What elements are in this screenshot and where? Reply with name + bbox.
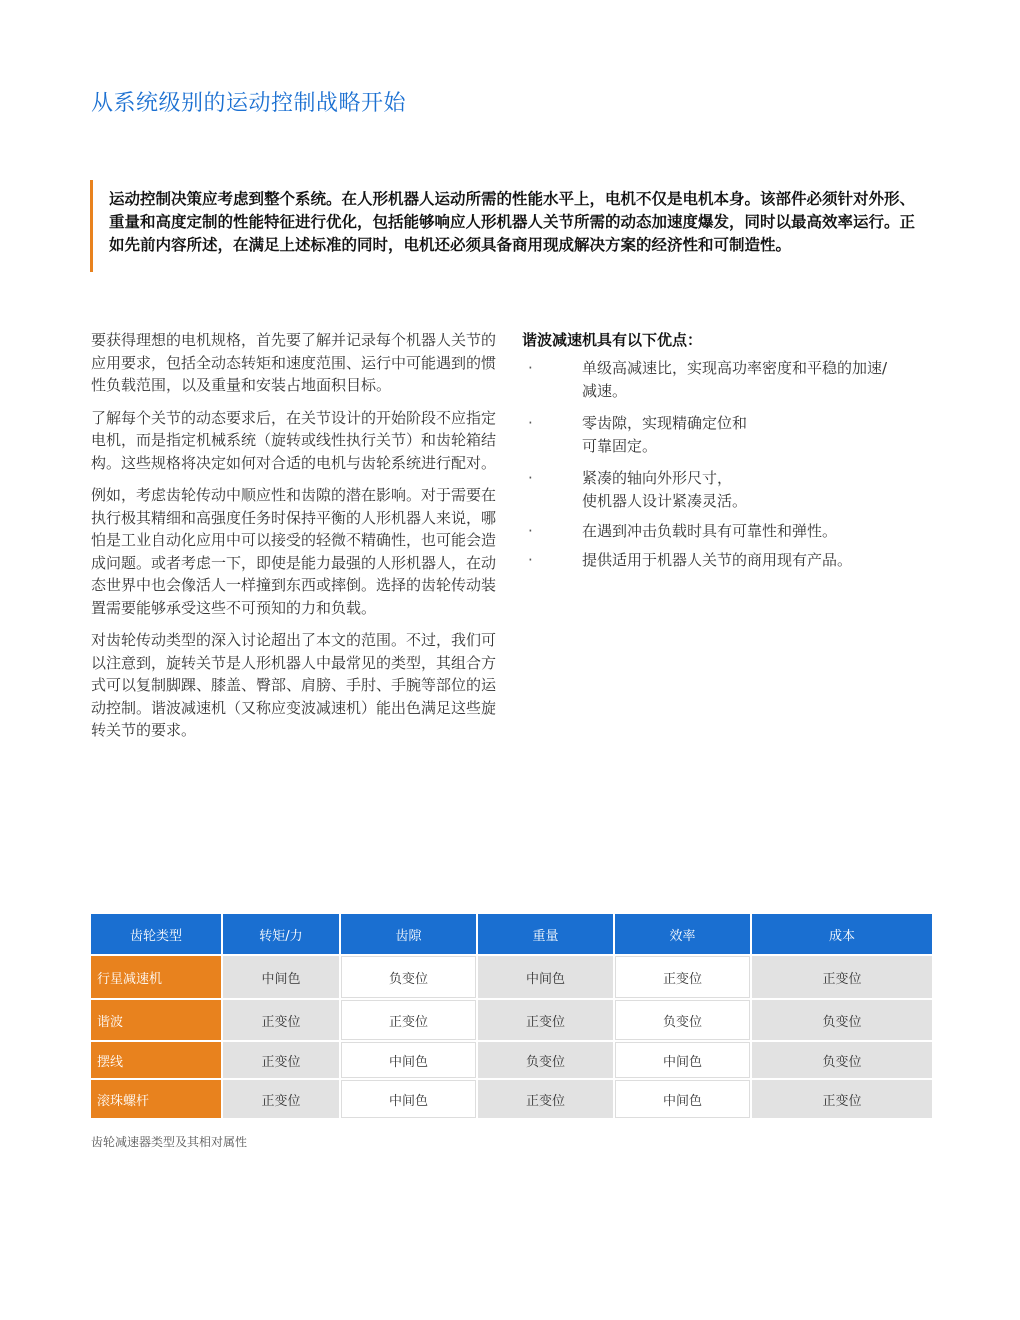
- table-cell: 负变位: [752, 1000, 932, 1040]
- table-cell: 中间色: [615, 1080, 750, 1118]
- table-cell: 正变位: [478, 1080, 613, 1118]
- table-cell: 负变位: [752, 1042, 932, 1078]
- table-cell: 中间色: [478, 956, 613, 998]
- table-cell: 负变位: [615, 1000, 750, 1040]
- advantage-item: [522, 412, 922, 457]
- table-header-row: [91, 914, 932, 954]
- advantage-item: [522, 357, 922, 402]
- table-cell: 负变位: [341, 956, 476, 998]
- table-cell: 正变位: [752, 1080, 932, 1118]
- advantage-text: 提供适用于机器人关节的商用现有产品。: [582, 550, 853, 569]
- body-paragraph: 要获得理想的电机规格，首先要了解并记录每个机器人关节的应用要求，包括全动态转矩和速度范围、运行中可能遇到的惯性负载范围，以及重量和安装占地面积目标。: [91, 331, 497, 394]
- table-caption: 齿轮减速器类型及其相对属性: [91, 1135, 248, 1149]
- callout-text: 运动控制决策应考虑到整个系统。在人形机器人运动所需的性能水平上，电机不仅是电机本身。该部件必须针对外形、重量和高度定制的性能特征进行优化，包括能够响应人形机器人关节所需的动态加速度爆发，同时以最高效率运行。正如先前内容所述，在满足上述标准的同时，电机还必须具备商用现成解决方案的经济性和可制造性。: [109, 190, 916, 254]
- callout-block: [90, 180, 930, 272]
- body-paragraph: 了解每个关节的动态要求后，在关节设计的开始阶段不应指定电机，而是指定机械系统（旋转或线性执行关节）和齿轮箱结构。这些规格将决定如何对合适的电机与齿轮系统进行配对。: [91, 408, 497, 472]
- advantage-text: 在遇到冲击负载时具有可靠性和弹性。: [582, 522, 838, 540]
- body-paragraph: 对齿轮传动类型的深入讨论超出了本文的范围。不过，我们可以注意到，旋转关节是人形机器人中最常见的类型，其组合方式可以复制脚踝、膝盖、臀部、肩膀、手肘、手腕等部位的运动控制。谐波减速机（又称应变波减速机）能出色满足这些旋转关节的要求。: [91, 631, 497, 739]
- table-cell: 正变位: [223, 1080, 339, 1118]
- gear-comparison-table: [89, 912, 934, 1120]
- column-header: 成本: [752, 914, 932, 954]
- advantage-text: 零齿隙，实现精确定位和 可靠固定。: [582, 414, 748, 455]
- bullet-icon: ·: [528, 414, 533, 432]
- advantage-text: 紧凑的轴向外形尺寸， 使机器人设计紧凑灵活。: [582, 469, 748, 510]
- table-cell: 中间色: [615, 1042, 750, 1078]
- column-header: 齿隙: [341, 914, 476, 954]
- table-cell: 中间色: [341, 1080, 476, 1118]
- bullet-icon: ·: [528, 522, 533, 540]
- advantage-item: [522, 549, 922, 572]
- table-cell: 中间色: [223, 956, 339, 998]
- row-header: 谐波: [91, 1000, 221, 1040]
- table-row: [91, 1080, 932, 1118]
- column-header: 齿轮类型: [91, 914, 221, 954]
- body-paragraph: 例如，考虑齿轮传动中顺应性和齿隙的潜在影响。对于需要在执行极其精细和高强度任务时保持平衡的人形机器人来说，哪怕是工业自动化应用中可以接受的轻微不精确性，也可能会造成问题。或者考虑一下，即使是能力最强的人形机器人，在动态世界中也会像活人一样撞到东西或摔倒。选择的齿轮传动装置需要能够承受这些不可预知的力和负载。: [91, 486, 497, 617]
- column-header: 转矩/力: [223, 914, 339, 954]
- table-cell: 负变位: [478, 1042, 613, 1078]
- table-cell: 正变位: [223, 1000, 339, 1040]
- row-header: 行星减速机: [91, 956, 221, 998]
- bullet-icon: ·: [528, 550, 533, 569]
- table-row: [91, 956, 932, 998]
- table-cell: 正变位: [341, 1000, 476, 1040]
- page-title: 从系统级别的运动控制战略开始: [91, 91, 407, 116]
- table-cell: 正变位: [752, 956, 932, 998]
- row-header: 滚珠螺杆: [91, 1080, 221, 1118]
- bullet-icon: ·: [528, 359, 533, 377]
- table-cell: 正变位: [478, 1000, 613, 1040]
- row-header: 摆线: [91, 1042, 221, 1078]
- table-row: [91, 1042, 932, 1078]
- table-row: [91, 1000, 932, 1040]
- column-header: 效率: [615, 914, 750, 954]
- advantages-heading: 谐波减速机具有以下优点：: [522, 331, 703, 349]
- table-cell: 正变位: [615, 956, 750, 998]
- advantages-column: [522, 329, 922, 577]
- advantages-list: [522, 357, 922, 571]
- body-column: [91, 329, 499, 752]
- bullet-icon: ·: [528, 469, 533, 487]
- column-header: 重量: [478, 914, 613, 954]
- advantage-text: 单级高减速比，实现高功率密度和平稳的加速/ 减速。: [582, 359, 888, 400]
- advantage-item: [522, 520, 922, 543]
- table-cell: 中间色: [341, 1042, 476, 1078]
- table-cell: 正变位: [223, 1042, 339, 1078]
- advantage-item: [522, 467, 922, 512]
